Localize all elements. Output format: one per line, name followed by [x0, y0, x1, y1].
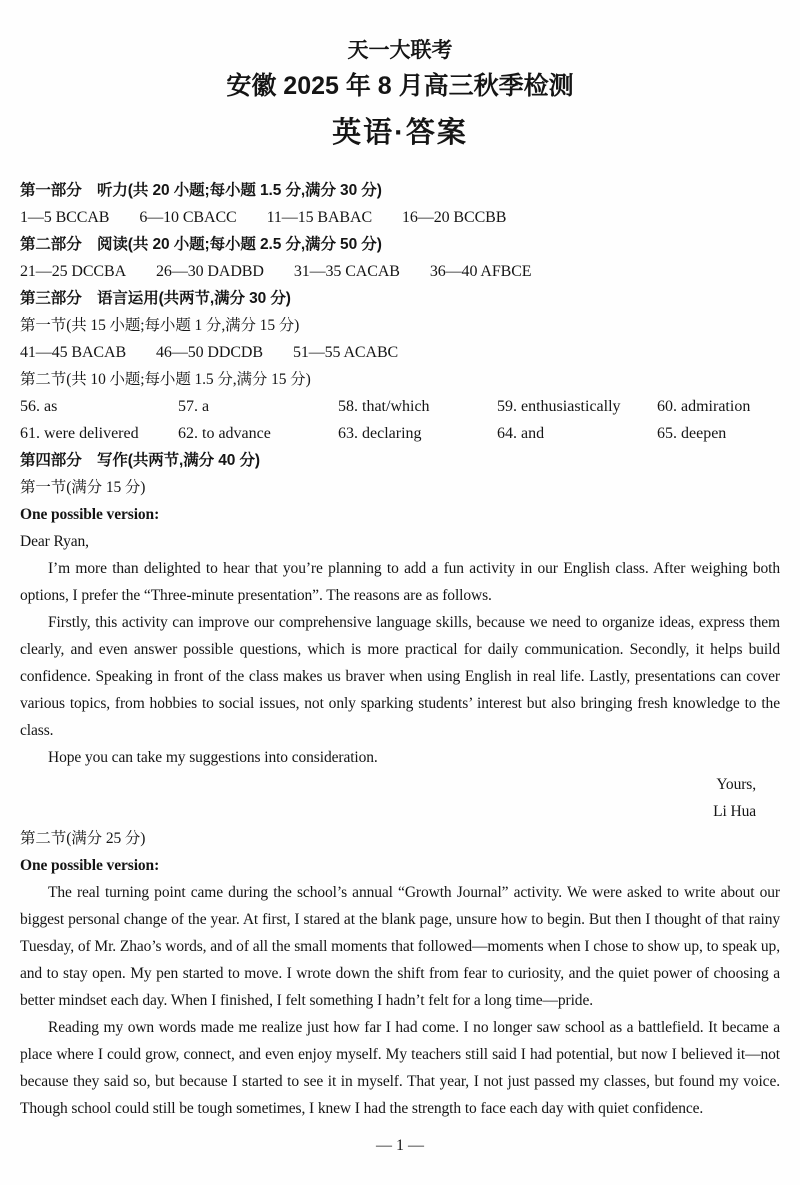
grammar-answers-row: [20, 420, 780, 447]
essay1-paragraph: Firstly, this activity can improve our comprehensive language skills, because we need to organize ideas, express them clearly, and even answer possible questions, which is more practical for daily communication. Secondly, it helps build confidence. Speaking in front of the class makes us braver when using English in real life. Lastly, presentations can cover various topics, from hobbies to social issues, not only sparking students’ interest but also bringing fresh knowledge to the class.: [20, 614, 780, 739]
answers-content: [20, 177, 780, 1122]
grammar-answer-cell: 61. were delivered: [20, 425, 139, 442]
answer-group: 26—30 DADBD: [156, 263, 264, 280]
part1-listening-answers: [20, 204, 780, 231]
essay2-paragraph: The real turning point came during the school’s annual “Growth Journal” activity. We were asked to write about our biggest personal change of the year. At first, I stared at the blank page, unsure how to begin. But then I thought of that rainy Tuesday, of Mr. Zhao’s words, and of all the small moments that followed—moments when I chose to show up, to speak up, and to stay open. My pen started to move. I wrote down the shift from fear to curiosity, and the quiet power of choosing a better mindset each day. When I finished, I felt something I hadn’t felt for a long time—pride.: [20, 884, 780, 1009]
grammar-answer-cell: 64. and: [497, 425, 545, 442]
answer-group: 11—15 BABAC: [266, 209, 373, 226]
essay1-label: One possible version:: [20, 506, 160, 523]
exam-brand-title: 天一大联考: [347, 39, 453, 62]
answer-group: 31—35 CACAB: [293, 263, 400, 280]
grammar-answer-cell: 58. that/which: [338, 398, 430, 415]
essay2-paragraph: Reading my own words made me realize just how far I had come. I no longer saw school as a battlefield. It became a place where I could grow, connect, and even enjoy myself. My teachers still said I had potential, but now I believed it—not because they said so, but because I started to see it in myself. That year, I not just passed my classes, but found my voice. Though school could still be tough sometimes, I knew I had the strength to face each day with quiet confidence.: [20, 1019, 780, 1117]
essay1-salutation: Dear Ryan,: [20, 533, 89, 550]
part3-section1-header: 第一节(共 15 小题;每小题 1 分,满分 15 分): [20, 317, 300, 334]
answer-group: 21—25 DCCBA: [20, 263, 127, 280]
subject-answers-title: 英语·答案: [332, 117, 468, 149]
answer-group: 46—50 DDCDB: [156, 344, 263, 361]
essay1-signature: Li Hua: [713, 803, 756, 820]
grammar-answer-cell: 57. a: [178, 398, 210, 415]
part1-listening-header: 第一部分 听力(共 20 小题;每小题 1.5 分,满分 30 分): [20, 182, 382, 199]
part3-section1-answers: [20, 339, 780, 366]
document-header: [20, 40, 780, 149]
essay1-paragraph: Hope you can take my suggestions into consideration.: [48, 749, 378, 766]
part3-language-use-header: 第三部分 语言运用(共两节,满分 30 分): [20, 290, 291, 307]
part3-section2-header: 第二节(共 10 小题;每小题 1.5 分,满分 15 分): [20, 371, 311, 388]
part4-section2-header: 第二节(满分 25 分): [20, 830, 146, 847]
answer-group: 41—45 BACAB: [20, 344, 127, 361]
essay1-paragraph: I’m more than delighted to hear that you’re planning to add a fun activity in our English class. After weighing both options, I prefer the “Three-minute presentation”. The reasons are as follows.: [20, 560, 780, 604]
answer-group: 51—55 ACABC: [292, 344, 399, 361]
answer-group: 36—40 AFBCE: [429, 263, 532, 280]
grammar-answer-cell: 62. to advance: [178, 425, 271, 442]
exam-session-title: 安徽 2025 年 8 月高三秋季检测: [226, 72, 574, 100]
grammar-answer-cell: 59. enthusiastically: [497, 398, 621, 415]
part2-reading-answers: [20, 258, 780, 285]
answer-group: 16—20 BCCBB: [402, 209, 507, 226]
grammar-answer-cell: 63. declaring: [338, 425, 422, 442]
page-footer: [20, 1136, 780, 1162]
grammar-answer-cell: 60. admiration: [657, 398, 751, 415]
grammar-answer-cell: 56. as: [20, 398, 58, 415]
part2-reading-header: 第二部分 阅读(共 20 小题;每小题 2.5 分,满分 50 分): [20, 236, 382, 253]
grammar-answers-row: [20, 393, 780, 420]
answer-group: 6—10 CBACC: [139, 209, 237, 226]
grammar-answer-cell: 65. deepen: [657, 425, 727, 442]
essay2-label: One possible version:: [20, 857, 160, 874]
essay1-closing: Yours,: [716, 776, 756, 793]
part4-writing-header: 第四部分 写作(共两节,满分 40 分): [20, 452, 260, 469]
answer-group: 1—5 BCCAB: [20, 209, 110, 226]
page-number: — 1 —: [376, 1137, 424, 1154]
part4-section1-header: 第一节(满分 15 分): [20, 479, 146, 496]
